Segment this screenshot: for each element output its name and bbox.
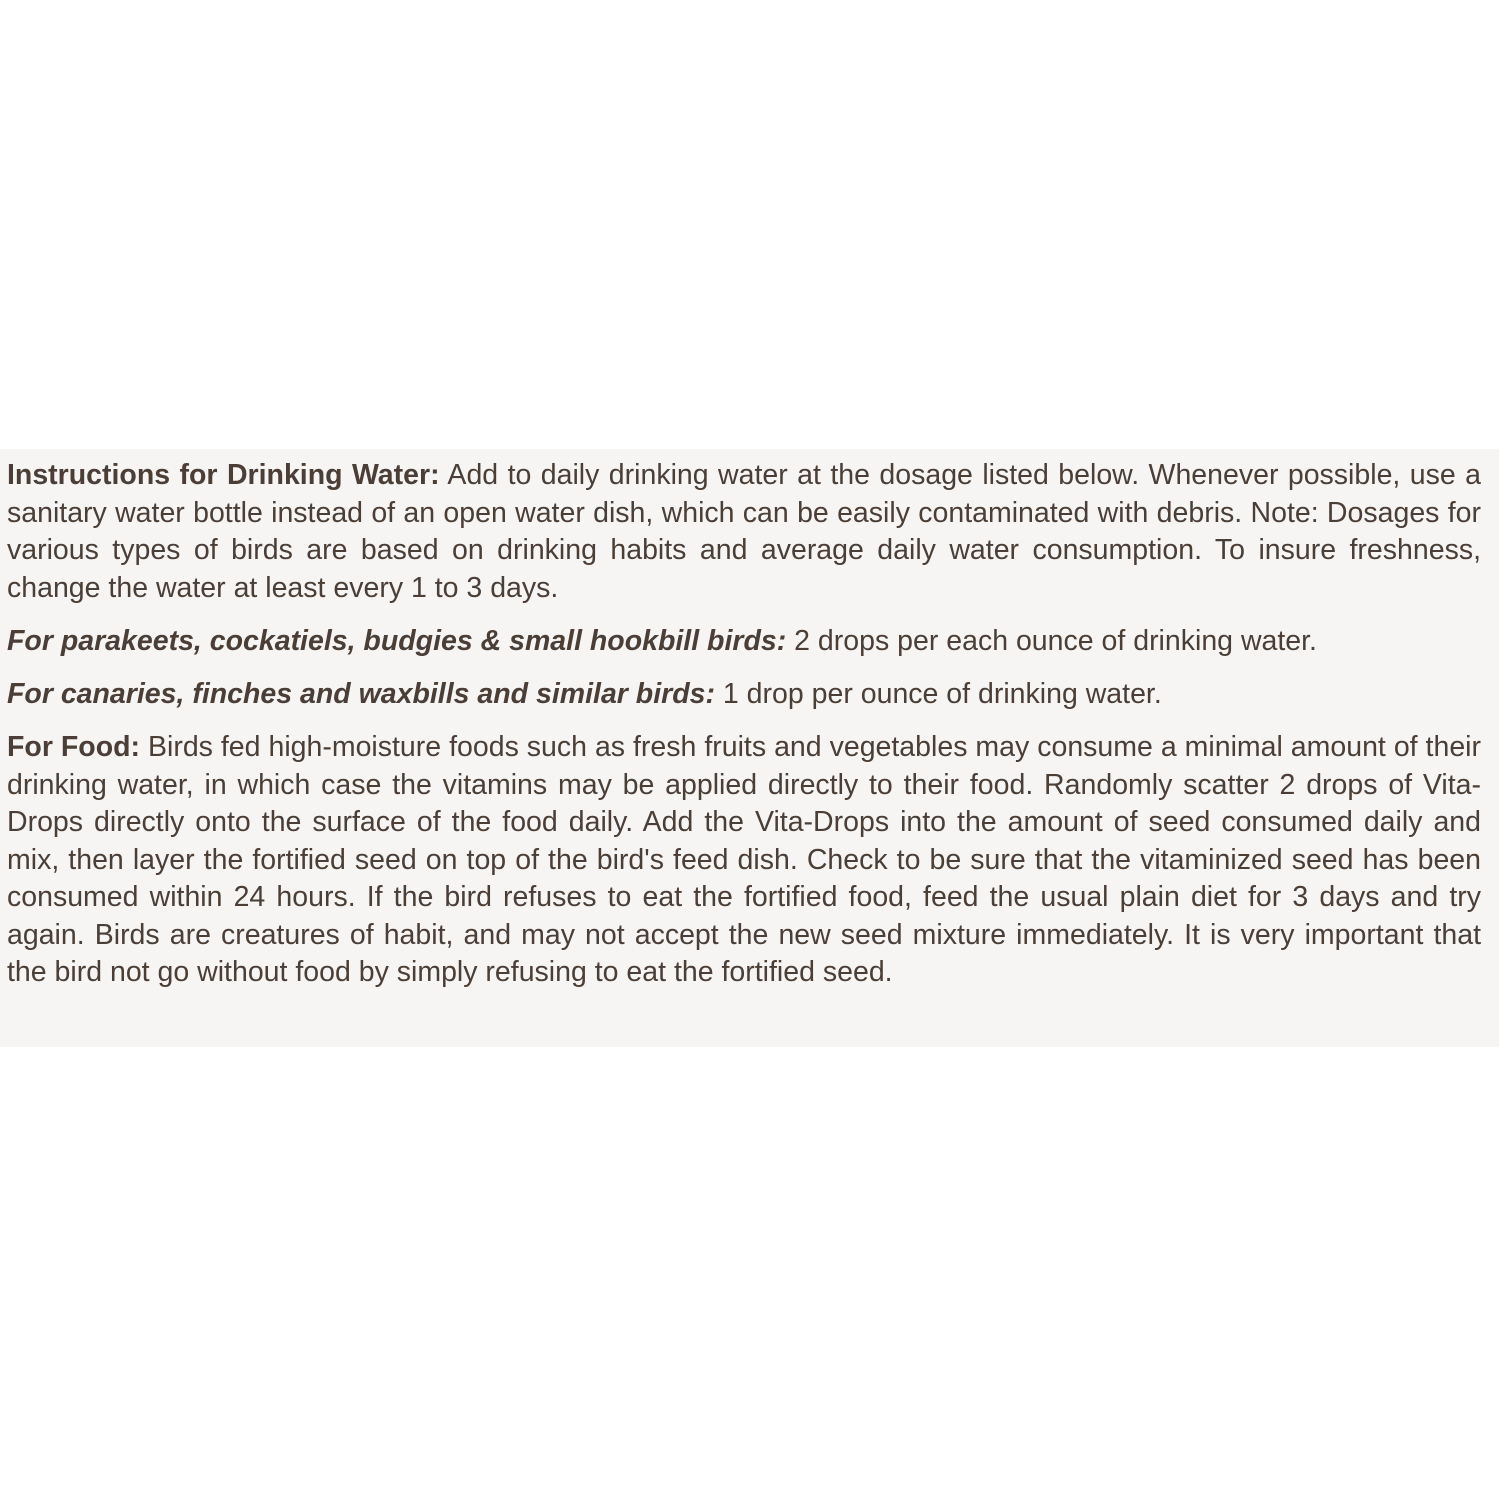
dosage-small-hookbill bbox=[7, 623, 1481, 660]
dosage-small-hookbill-text: 2 drops per each ounce of drinking water. bbox=[786, 625, 1317, 657]
instructions-label-panel bbox=[0, 449, 1499, 1047]
drinking-water-heading: Instructions for Drinking Water: bbox=[7, 459, 440, 491]
dosage-small-hookbill-heading: For parakeets, cockatiels, budgies & small hookbill birds: bbox=[7, 625, 787, 657]
drinking-water-instructions bbox=[7, 457, 1481, 607]
food-heading: For Food: bbox=[7, 731, 141, 763]
dosage-canaries bbox=[7, 676, 1481, 713]
food-text: Birds fed high-moisture foods such as fresh fruits and vegetables may consume a minimal amount of their drinking water, in which case the vitamins may be applied directly to their food. Randomly scatter 2 drops of Vita-Drops directly onto the surface of the food daily. Add the Vita-Drops into the amount of seed consumed daily and mix, then layer the fortified seed on top of the bird's feed dish. Check to be sure that the vitaminized seed has been consumed within 24 hours. If the bird refuses to eat the fortified food, feed the usual plain diet for 3 days and try again. Birds are creatures of habit, and may not accept the new seed mixture immediately. It is very important that the bird not go without food by simply refusing to eat the fortified seed. bbox=[7, 731, 1481, 988]
drinking-water-text: Add to daily drinking water at the dosage listed below. Whenever possible, use a sanitary water bottle instead of an open water dish, which can be easily contaminated with debris. Note: Dosages for various types of birds are based on drinking habits and average daily water consumption. To insure freshness, change the water at least every 1 to 3 days. bbox=[7, 459, 1482, 604]
dosage-canaries-text: 1 drop per ounce of drinking water. bbox=[714, 678, 1162, 710]
dosage-canaries-heading: For canaries, finches and waxbills and similar birds: bbox=[7, 678, 715, 710]
food-instructions bbox=[7, 729, 1481, 992]
